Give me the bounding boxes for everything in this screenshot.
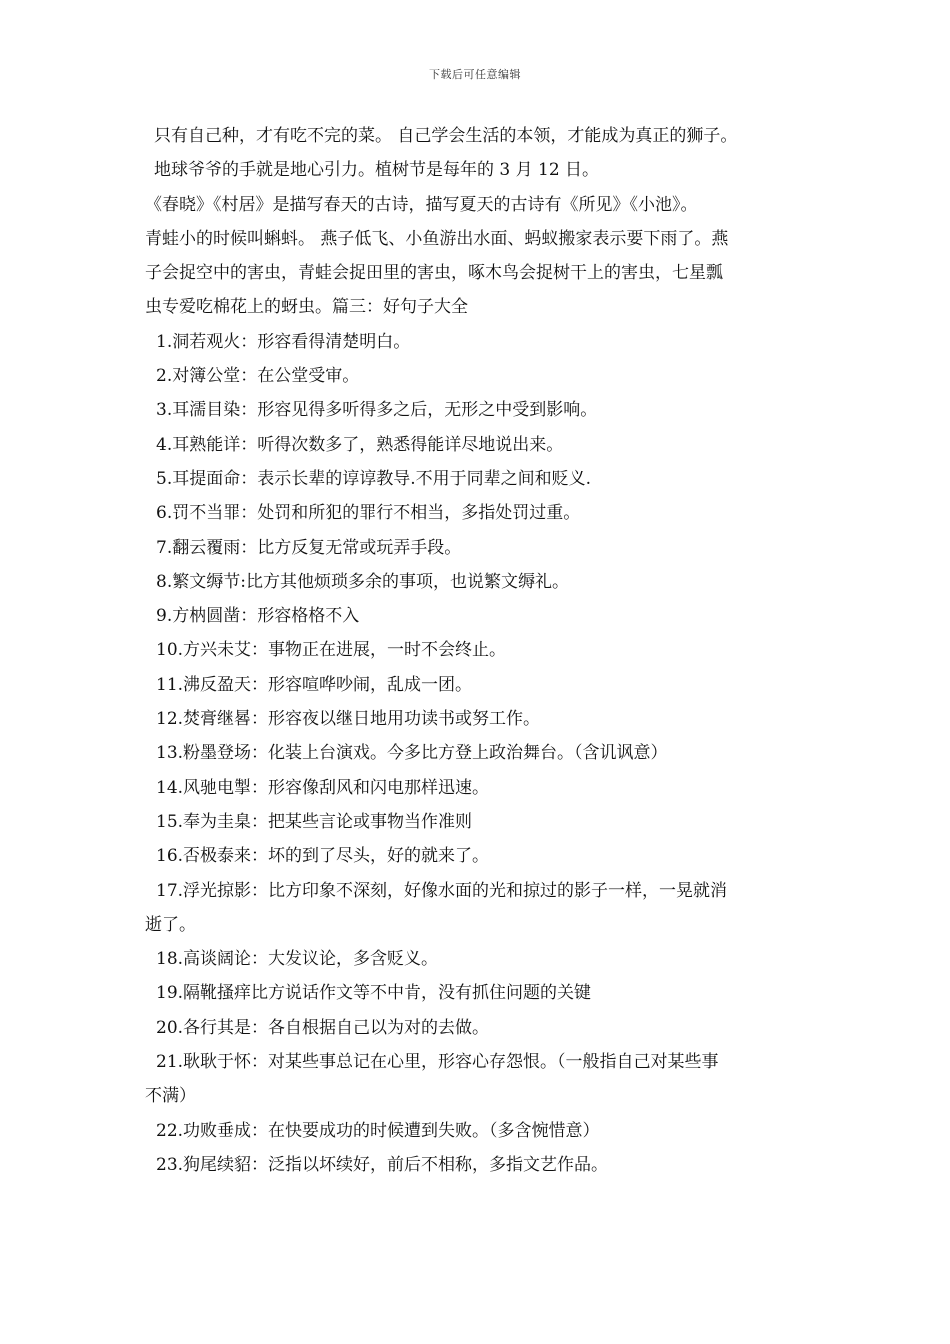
idiom-item: 12.焚膏继晷：形容夜以继日地用功读书或努工作。 [156, 709, 541, 730]
document-body [145, 119, 825, 1182]
idiom-item: 19.隔靴搔痒比方说话作文等不中肯，没有抓住问题的关键 [156, 983, 592, 1004]
paragraph-line: 地球爷爷的手就是地心引力。植树节是每年的 3 月 12 日。 [154, 160, 600, 181]
idiom-item-continuation: 不满） [145, 1086, 196, 1107]
idiom-item: 2.对簿公堂：在公堂受审。 [156, 366, 360, 387]
idiom-item: 9.方枘圆凿：形容格格不入 [156, 606, 360, 627]
paragraph-line: 《春晓》《村居》是描写春天的古诗，描写夏天的古诗有《所见》《小池》。 [145, 194, 698, 215]
idiom-item: 23.狗尾续貂：泛指以坏续好，前后不相称，多指文艺作品。 [156, 1154, 609, 1175]
idiom-item: 6.罚不当罪：处罚和所犯的罪行不相当，多指处罚过重。 [156, 503, 581, 524]
paragraph-line: 青蛙小的时候叫蝌蚪。 燕子低飞、小鱼游出水面、蚂蚁搬家表示要下雨了。燕 [145, 228, 729, 249]
paragraph-line: 虫专爱吃棉花上的蚜虫。篇三：好句子大全 [145, 297, 468, 318]
idiom-item: 1.洞若观火：形容看得清楚明白。 [156, 331, 411, 352]
idiom-item-continuation: 逝了。 [145, 914, 196, 935]
idiom-item: 16.否极泰来：坏的到了尽头，好的就来了。 [156, 846, 490, 867]
paragraph-line: 子会捉空中的害虫，青蛙会捉田里的害虫，啄木鸟会捉树干上的害虫，七星瓢 [145, 263, 723, 284]
idiom-item: 4.耳熟能详：听得次数多了，熟悉得能详尽地说出来。 [156, 434, 564, 455]
idiom-item: 14.风驰电掣：形容像刮风和闪电那样迅速。 [156, 777, 490, 798]
idiom-item: 18.高谈阔论：大发议论，多含贬义。 [156, 949, 439, 970]
idiom-item: 7.翻云覆雨：比方反复无常或玩弄手段。 [156, 537, 462, 558]
idiom-item: 5.耳提面命：表示长辈的谆谆教导.不用于同辈之间和贬义. [156, 468, 592, 489]
idiom-item: 20.各行其是：各自根据自己以为对的去做。 [156, 1017, 490, 1038]
idiom-item: 22.功败垂成：在快要成功的时候遭到失败。（多含惋惜意） [156, 1120, 600, 1141]
header-note: 下载后可任意编辑 [429, 68, 521, 81]
idiom-item: 10.方兴未艾：事物正在进展，一时不会终止。 [156, 640, 507, 661]
idiom-item: 17.浮光掠影：比方印象不深刻，好像水面的光和掠过的影子一样，一晃就消 [156, 880, 728, 901]
idiom-item: 8.繁文缛节:比方其他烦琐多余的事项，也说繁文缛礼。 [156, 571, 569, 592]
idiom-item: 15.奉为圭臬：把某些言论或事物当作准则 [156, 811, 473, 832]
paragraph-line: 只有自己种，才有吃不完的菜。 自己学会生活的本领，才能成为真正的狮子。 [154, 126, 738, 146]
idiom-item: 21.耿耿于怀：对某些事总记在心里，形容心存怨恨。（一般指自己对某些事 [156, 1052, 719, 1073]
idiom-item: 3.耳濡目染：形容见得多听得多之后，无形之中受到影响。 [156, 400, 598, 421]
idiom-item: 13.粉墨登场：化装上台演戏。今多比方登上政治舞台。（含讥讽意） [156, 743, 668, 764]
idiom-item: 11.沸反盈天：形容喧哗吵闹，乱成一团。 [156, 674, 473, 695]
